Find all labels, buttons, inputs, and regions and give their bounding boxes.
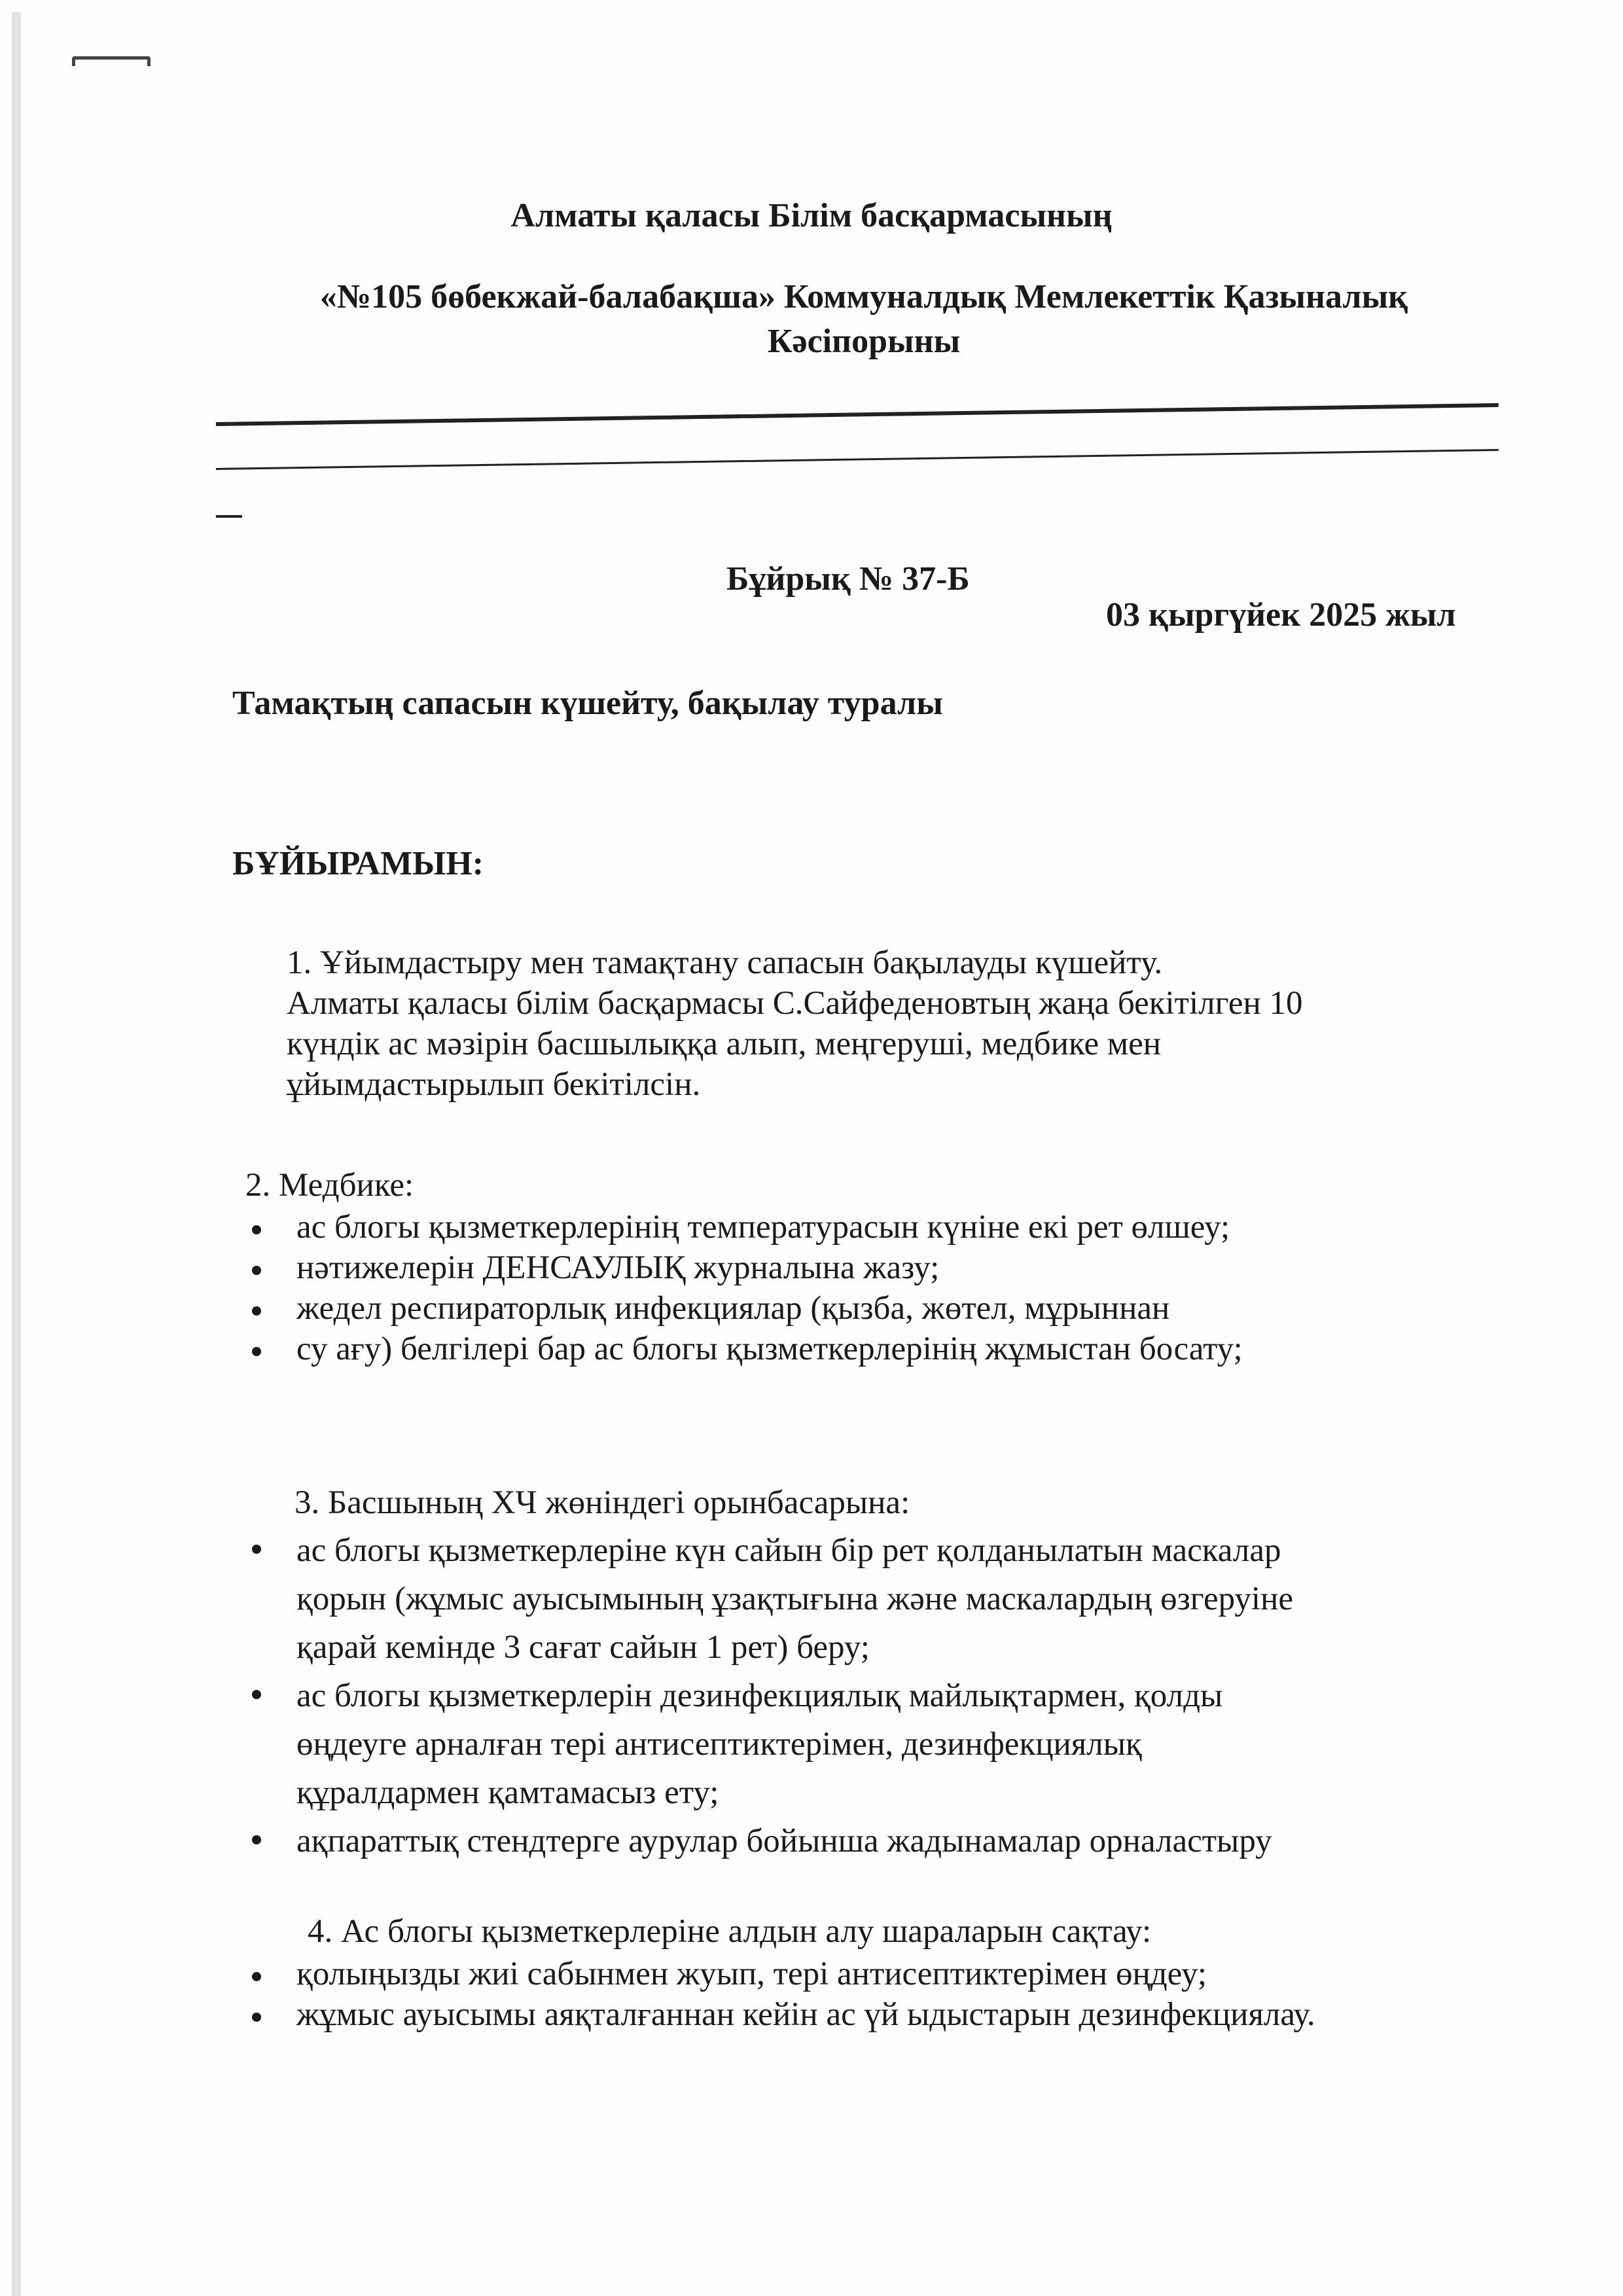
header-rule-thin [216,449,1499,470]
section-1 [287,942,1303,1105]
order-date: 03 қыргүйек 2025 жыл [1106,596,1456,634]
list-item-text: нәтижелерін ДЕНСАУЛЫҚ журналына жазу; [296,1249,940,1286]
list-item [245,1817,1293,1865]
header-rule-short [216,515,242,518]
bullet-icon [252,1225,261,1234]
list-item-text: ақпараттық стендтерге аурулар бойынша жадынамалар орналастыру [296,1823,1272,1859]
order-subject: Тамақтың сапасын күшейту, бақылау туралы [232,685,943,722]
section-3-list [245,1526,1293,1865]
bullet-icon [252,1306,261,1316]
bullet-icon [252,2013,261,2022]
list-item-text: өңдеуге арналған тері антисептиктерімен, дезинфекциялық [296,1726,1142,1763]
section-4-list [245,1954,1315,2035]
section-1-line: күндік ас мәзірін басшылыққа алып, меңгеруші, медбике мен [287,1026,1162,1062]
list-item [245,1526,1293,1672]
section-3-heading: 3. Басшының ХЧ жөніндегі орынбасарына: [294,1484,910,1521]
bullet-icon [252,1972,261,1981]
order-number: Бұйрық № 37-Б [726,560,970,598]
staple-mark [72,56,151,66]
header-department: Алматы қаласы Білім басқармасының [510,197,1113,234]
list-item-text: ас блогы қызметкерлерінің температурасын күніне екі рет өлшеу; [296,1209,1230,1246]
list-item-text: қорын (жұмыс ауысымының ұзақтығына және маскалардың өзгеруіне [296,1581,1294,1617]
list-item-text: жедел респираторлық инфекциялар (қызба, жөтел, мұрыннан [296,1290,1170,1327]
header-organization: «№105 бөбекжай-балабақша» Коммуналдық Мемлекеттік Қазыналық Кәсіпорыны [319,278,1408,360]
list-item [245,1207,1243,1247]
list-item-text: жұмыс ауысымы аяқталғаннан кейін ас үй ыдыстарын дезинфекциялау. [296,1996,1315,2033]
list-item [245,1329,1243,1369]
list-item-text: ас блогы қызметкерлеріне күн сайын бір рет қолданылатын маскалар [296,1532,1281,1569]
section-1-line: Алматы қаласы білім басқармасы С.Сайфеденовтың жаңа бекітілген 10 [287,985,1303,1022]
scan-edge-shadow [12,12,21,2296]
bullet-icon [252,1545,261,1554]
bullet-icon [252,1266,261,1275]
bullet-icon [252,1347,261,1356]
list-item-text: құралдармен қамтамасыз ету; [296,1774,719,1811]
list-item [245,1247,1243,1288]
list-item [245,1288,1243,1329]
list-item-text: қолыңызды жиі сабынмен жуып, тері антисептиктерімен өңдеу; [296,1956,1207,1992]
section-2-heading: 2. Медбике: [245,1167,414,1204]
list-item [245,1994,1315,2035]
section-1-line: 1. Ұйымдастыру мен тамақтану сапасын бақылауды күшейту. [287,944,1163,981]
list-item [245,1672,1293,1817]
decree-heading: БҰЙЫРАМЫН: [232,845,484,882]
section-2-list [245,1207,1243,1369]
list-item-text: су ағу) белгілері бар ас блогы қызметкерлерінің жұмыстан босату; [296,1331,1243,1367]
list-item [245,1954,1315,1994]
section-4-heading: 4. Ас блогы қызметкерлеріне алдын алу шараларын сақтау: [308,1913,1152,1950]
list-item-text: қарай кемінде 3 сағат сайын 1 рет) беру; [296,1629,870,1666]
list-item-text: ас блогы қызметкерлерін дезинфекциялық майлықтармен, қолды [296,1677,1223,1714]
section-1-line: ұйымдастырылып бекітілсін. [287,1066,701,1103]
bullet-icon [252,1690,261,1699]
bullet-icon [252,1835,261,1844]
header-rule-thick [216,403,1499,426]
